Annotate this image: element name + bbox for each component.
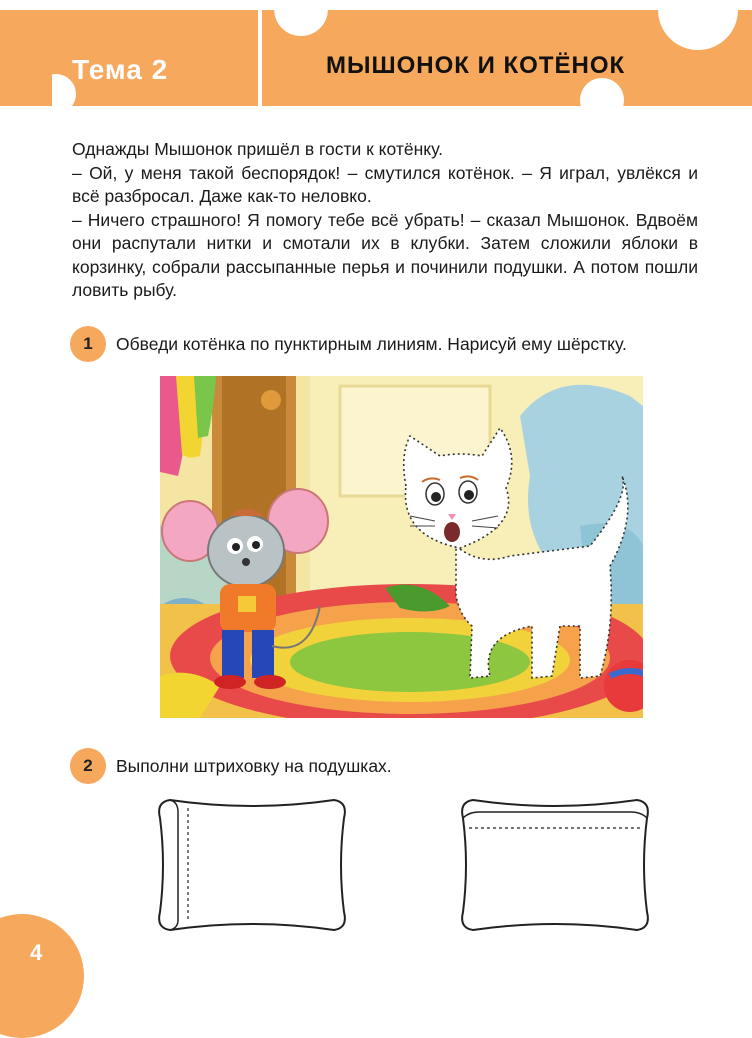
story-line: – Ничего страшного! Я помогу тебе всё убрать! – сказал Мышонок. Вдвоём они распутали нитки и смотали их в клубки. Затем сложили яблоки в корзинку, собрали рассыпанные перья и починили подушки. А потом пошли ловить рыбу.	[72, 209, 698, 300]
task-2	[70, 748, 730, 784]
pillow-right	[455, 790, 655, 940]
story-text	[72, 138, 698, 303]
decor-bubble	[658, 10, 738, 50]
header-corner-band	[0, 10, 52, 106]
pillow-left	[152, 790, 352, 940]
task-number: 2	[70, 748, 106, 784]
page-header	[0, 0, 752, 108]
task-text: Выполни штриховку на подушках.	[116, 756, 392, 776]
mouse-and-kitten-illustration	[160, 376, 643, 718]
page-number: 4	[30, 940, 43, 965]
decor-bubble	[274, 10, 328, 36]
task-1	[70, 326, 730, 362]
topic-label: Тема 2	[72, 54, 169, 85]
task-number: 1	[70, 326, 106, 362]
story-line: Однажды Мышонок пришёл в гости к котёнку.	[72, 139, 444, 159]
story-line: – Ой, у меня такой беспорядок! – смутился котёнок. – Я играл, увлёкся и всё разбросал. Даже как-то неловко.	[72, 162, 698, 206]
page-number-badge	[0, 914, 84, 1038]
task-text: Обведи котёнка по пунктирным линиям. Нарисуй ему шёрстку.	[116, 334, 627, 354]
page-title: МЫШОНОК И КОТЁНОК	[326, 52, 626, 79]
illustration-svg	[160, 376, 643, 718]
